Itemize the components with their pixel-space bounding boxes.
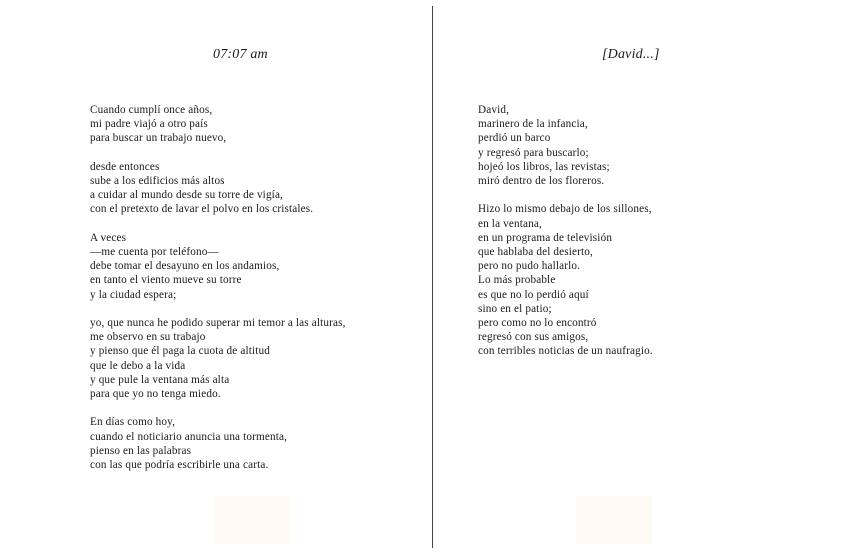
verse-line: en tanto el viento mueve su torre (90, 274, 242, 287)
verse-line: para que yo no tenga miedo. (90, 388, 221, 401)
verse-line: hojeó los libros, las revistas; (478, 160, 610, 173)
verse-line: marinero de la infancia, (478, 118, 588, 131)
verse-line: con las que podría escribirle una carta. (90, 459, 269, 472)
stanza (90, 160, 420, 217)
verse-line: En días como hoy, (90, 416, 176, 429)
verse-line: David, (478, 104, 510, 116)
verse-line: en un programa de televisión (478, 231, 613, 244)
verse-line: me observo en su trabajo (90, 331, 206, 344)
verse-line: yo, que nunca he podido superar mi temor a las alturas, (90, 317, 346, 329)
stanza (478, 202, 838, 358)
verse-line: que hablaba del desierto, (478, 246, 593, 259)
verse-line: desde entonces (90, 160, 160, 173)
verse-line: Cuando cumplí once años, (90, 104, 213, 116)
verse-line: con el pretexto de lavar el polvo en los cristales. (90, 203, 314, 216)
verse-line: regresó con sus amigos, (478, 331, 589, 344)
left-poem-title: 07:07 am (213, 47, 268, 62)
stanza (90, 231, 420, 302)
verse-line: pienso en las palabras (90, 444, 192, 457)
stanza (90, 316, 420, 401)
verse-line: sino en el patio; (478, 302, 552, 315)
verse-line: y regresó para buscarlo; (478, 146, 589, 159)
page-shadow-mark (214, 496, 290, 544)
verse-line: —me cuenta por teléfono— (90, 246, 219, 258)
verse-line: pero no pudo hallarlo. (478, 260, 581, 273)
verse-line: pero como no lo encontró (478, 317, 597, 330)
verse-line: es que no lo perdió aquí (478, 288, 589, 301)
verse-line: debe tomar el desayuno en los andamios, (90, 260, 280, 273)
verse-line: Hizo lo mismo debajo de los sillones, (478, 203, 652, 216)
stanza (478, 103, 838, 188)
verse-line: perdió un barco (478, 132, 551, 145)
verse-line: miró dentro de los floreros. (478, 175, 605, 188)
verse-line: que le debo a la vida (90, 359, 186, 372)
verse-line: Lo más probable (478, 274, 556, 287)
left-poem-body (90, 103, 420, 472)
verse-line: y que pule la ventana más alta (90, 373, 230, 386)
stanza (90, 103, 420, 146)
verse-line: mi padre viajó a otro país (90, 118, 208, 131)
verse-line: y la ciudad espera; (90, 288, 177, 301)
right-poem-title: [David...] (602, 47, 660, 62)
verse-line: a cuidar al mundo desde su torre de vigía, (90, 189, 284, 202)
verse-line: para buscar un trabajo nuevo, (90, 132, 227, 145)
verse-line: sube a los edificios más altos (90, 175, 225, 187)
verse-line: A veces (90, 231, 127, 244)
verse-line: cuando el noticiario anuncia una tormenta, (90, 430, 288, 443)
book-spine-divider (432, 6, 433, 548)
verse-line: con terribles noticias de un naufragio. (478, 345, 653, 358)
verse-line: en la ventana, (478, 217, 542, 230)
stanza (90, 415, 420, 472)
right-page (434, 0, 864, 556)
right-poem-body (478, 103, 838, 359)
verse-line: y pienso que él paga la cuota de altitud (90, 345, 270, 358)
page-shadow-mark (576, 496, 652, 544)
